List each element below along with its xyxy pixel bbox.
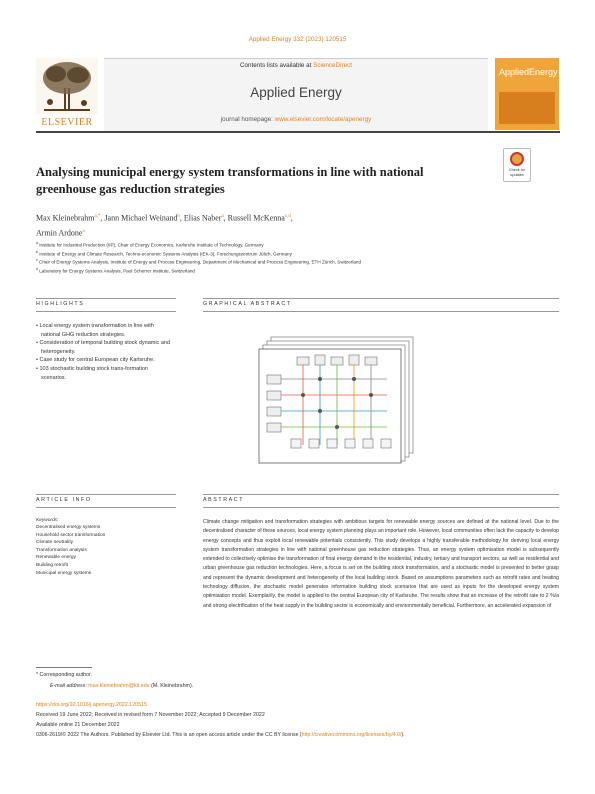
highlights-rule-bottom [36, 311, 176, 312]
keywords-list [36, 524, 176, 577]
graphical-abstract-heading: GRAPHICAL ABSTRACT [203, 301, 292, 307]
journal-cover[interactable] [495, 58, 559, 130]
keyword: Decentralised energy systems [36, 525, 101, 530]
author-affil-sup[interactable]: c,d [284, 214, 291, 219]
author-affil-sup[interactable]: a [82, 228, 85, 234]
abstract-rule-bottom [203, 507, 559, 508]
corresponding-author-note: * Corresponding author. [36, 672, 92, 678]
journal-reference[interactable]: Applied Energy 332 (2023) 120515 [248, 36, 347, 43]
author-affil-sup[interactable]: b [177, 214, 180, 219]
available-online: Available online 21 December 2022 [36, 722, 120, 728]
affiliation: $^a$ Institute for Industrial Production (IIP), Chair of Energy Economics, Karlsruhe Institute of Technology, Germany [36, 241, 264, 248]
publisher-name: ELSEVIER [41, 117, 93, 128]
journal-name: Applied Energy [250, 85, 342, 100]
highlight-item: • Local energy system transformation in line with national GHG reduction strategies. [36, 323, 154, 338]
sciencedirect-link[interactable]: ScienceDirect [313, 62, 352, 69]
affiliation: $^c$ Chair of Energy Systems Analysis, Institute of Energy and Process Engineering, Department of Mechanical and Process Engineering, ETH Zürich, Switzerland [36, 258, 362, 265]
affiliation-list [36, 240, 556, 275]
contents-line [104, 62, 488, 69]
author-affil-sup[interactable]: a [221, 214, 224, 219]
highlights-rule-top [36, 298, 176, 299]
graphical-abstract-rule-top [203, 298, 559, 299]
license-line [36, 732, 561, 738]
doi-link[interactable]: https://doi.org/10.1016/j.apenergy.2022.120515 [36, 702, 147, 708]
header-rule [36, 131, 560, 133]
license-suffix: ). [401, 732, 405, 738]
license-prefix: 0306-2619/© 2022 The Authors. Published by Elsevier Ltd. This is an open access article under the CC BY license ( [36, 732, 302, 738]
updates-icon [510, 152, 524, 166]
highlight-item: • 103 stochastic building stock trans-formation scenarios. [36, 365, 148, 381]
highlights-list [36, 322, 174, 382]
homepage-prefix: journal homepage: [220, 116, 273, 123]
keywords-label: Keywords: [36, 518, 59, 523]
affiliation: $^b$ Institute of Energy and Climate Research, Techno-economic Systems Analysis (IEK-3), Forschungszentrum Jülich, Germany [36, 249, 292, 257]
homepage-link[interactable]: www.elsevier.com/locate/apenergy [274, 116, 372, 123]
email-suffix: (M. Kleinebrahm). [151, 683, 194, 689]
check-for-updates-badge[interactable] [503, 148, 531, 182]
article-title: Analysing municipal energy system transformations in line with national greenhouse gas reduction strategies [36, 165, 424, 196]
author-name[interactable]: Jann Michael Weinand [104, 213, 178, 223]
keyword: Municipal energy systems [36, 570, 92, 576]
keyword: Building retrofit [36, 562, 68, 568]
email-link[interactable]: max.kleinebrahm@kit.edu [88, 683, 150, 689]
keyword: Renewable energy [36, 555, 77, 561]
abstract-rule-top [203, 494, 559, 495]
author-name[interactable]: Max Kleinebrahm [36, 213, 95, 223]
email-label: E-mail address: [50, 683, 87, 689]
highlights-heading: HIGHLIGHTS [36, 301, 85, 307]
keyword: Climate neutrality [36, 540, 74, 546]
article-info-rule-top [36, 494, 176, 495]
graphical-abstract-rule-bottom [203, 311, 559, 312]
highlight-item: • Consideration of temporal building stock dynamic and heterogeneity. [36, 340, 171, 355]
affiliation: $^d$ Laboratory for Energy Systems Analysis, Paul Scherrer Institute, Switzerland [36, 267, 195, 274]
contents-prefix: Contents lists available at [239, 62, 312, 69]
keyword: Household sector transformation [36, 532, 106, 538]
author-name[interactable]: Russell McKenna [227, 213, 285, 223]
cover-image [499, 92, 555, 124]
journal-homepage [104, 116, 488, 123]
author-name[interactable]: Elias Naber [183, 213, 222, 223]
updates-label: Check for updates [508, 168, 526, 177]
abstract-heading: ABSTRACT [203, 497, 245, 503]
email-note [50, 683, 193, 689]
cover-title: AppliedEnergy [499, 67, 558, 77]
graphical-abstract-figure[interactable] [257, 335, 417, 465]
license-link[interactable]: http://creativecommons.org/licenses/by/4.0/ [301, 732, 402, 738]
footnote-rule [36, 667, 92, 668]
article-info-rule-bottom [36, 507, 176, 508]
received-dates: Received 19 June 2022; Received in revised form 7 November 2022; Accepted 9 December 2022 [36, 712, 265, 718]
author-list: Max Kleinebrahm$^{a,*}$, Jann Michael Weinand$^b$, Elias Naber$^a$, Russell McKenna$^{c,d}$, Armin Ardone$^a$ [36, 213, 293, 238]
author-affil-sup[interactable]: a,* [94, 214, 101, 219]
abstract-text: Climate change mitigation and transformation strategies with ambitious targets for renewable energy sources are defined at the national level. Due to the decentralised character of these sources, local energy system planning plays an important role. However, local communities often lack the capacity to develop energy concepts and thus exploit local renewable potentials consistently. This study develops a highly transferable methodology for deriving local energy system transformation strategies in line with national greenhouse gas reduction strategies. Thus, an energy system optimisation model is subsequently extended to collectively optimise the transformation of final energy demand in the residential, industry, tertiary and transport sectors, as well as residential and urban greenhouse gas reduction technologies. Here, a focus is set on the building stock transformation, and a stochastic model is presented to better grasp and represent the dynamic development and heterogeneity of the local building stock. Based on assumptions parameters such as retrofit rates and heating technology diffusion, the stochastic model generates information building stock scenarios that are used as inputs for the developed energy system optimisation model. Exemplarily, the model is applied to the central European city of Karlsruhe. The results show that an increase of the retrofit rate to 2 %/a and strong electrification of the heat supply in the building sector is economically and environmentally beneficial. Furthermore, an accelerated expansion of [203, 519, 559, 609]
article-info-heading: ARTICLE INFO [36, 497, 92, 503]
highlight-item: • Case study for central European city Karlsruhe. [36, 357, 155, 364]
author-name[interactable]: Armin Ardone [36, 228, 83, 238]
keyword: Transformation analysis [36, 547, 87, 553]
